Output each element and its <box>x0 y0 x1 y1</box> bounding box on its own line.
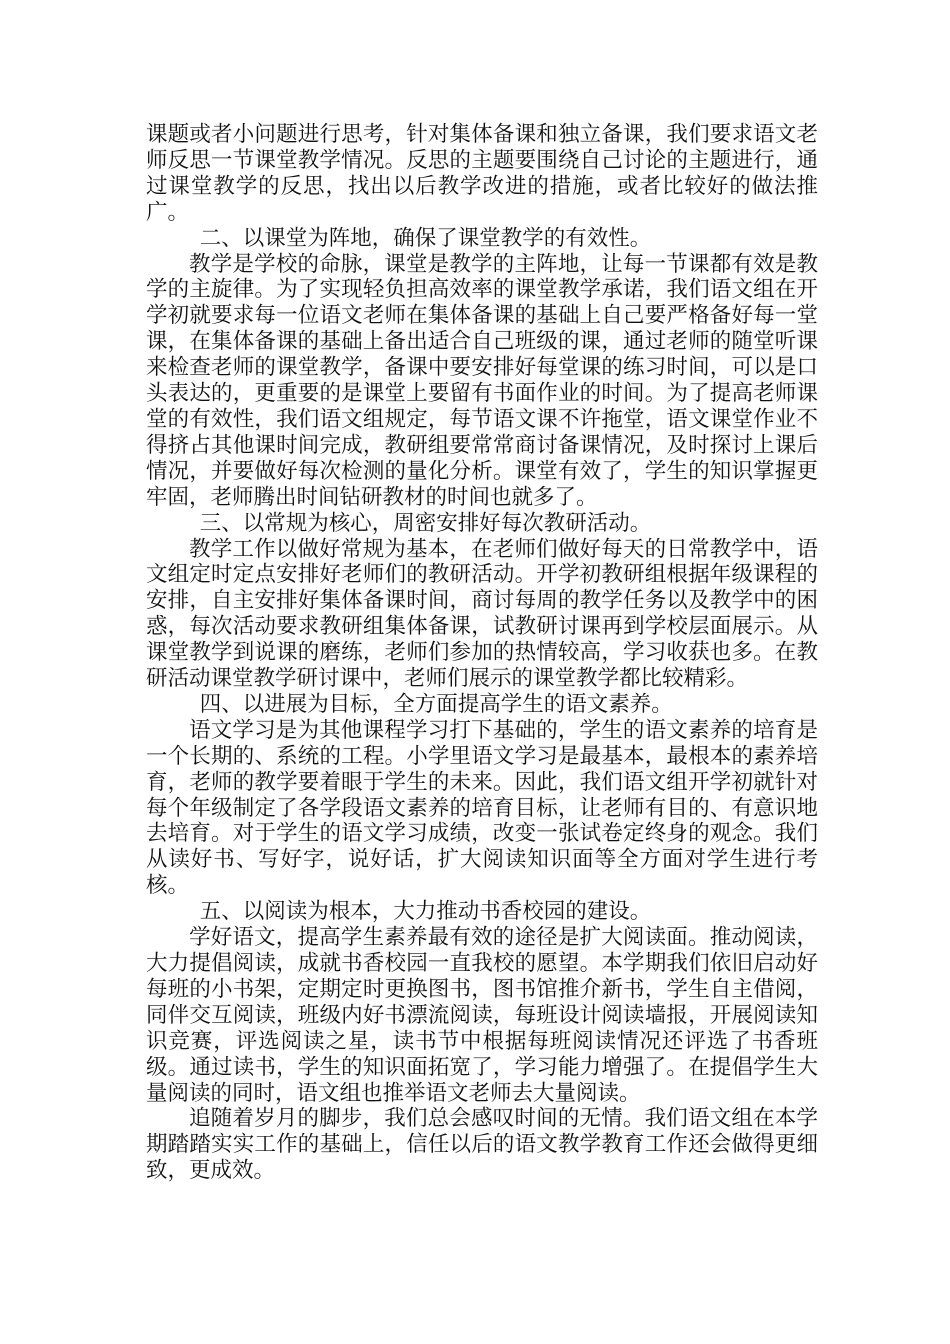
section-heading-4: 四、以进展为目标，全方面提高学生的语文素养。 <box>199 691 673 717</box>
paragraph-continued: 课题或者小问题进行思考，针对集体备课和独立备课，我们要求语文老师反思一节课堂教学情况。反思的主题要围绕自己讨论的主题进行，通过课堂教学的反思，找出以后教学改进的措施，或者比较好的做法推广。 <box>146 122 818 225</box>
paragraph-research-activities: 教学工作以做好常规为基本，在老师们做好每天的日常教学中，语文组定时定点安排好老师们的教研活动。开学初教研组根据年级课程的安排，自主安排好集体备课时间，商讨每周的教学任务以及教学中的困惑，每次活动要求教研组集体备课，试教研讨课再到学校层面展示。从课堂教学到说课的磨练，老师们参加的热情较高，学习收获也多。在教研活动课堂教学研讨课中，老师们展示的课堂教学都比较精彩。 <box>146 536 818 692</box>
section-heading-2: 二、以课堂为阵地，确保了课堂教学的有效性。 <box>199 225 652 251</box>
paragraph-reading: 学好语文，提高学生素养最有效的途径是扩大阅读面。推动阅读，大力提倡阅读，成就书香校园一直我校的愿望。本学期我们依旧启动好每班的小书架，定期定时更换图书，图书馆推介新书，学生自主借阅，同伴交互阅读，班级内好书漂流阅读，每班设计阅读墙报，开展阅读知识竞赛，评选阅读之星，读书节中根据每班阅读情况还评选了书香班级。通过读书，学生的知识面拓宽了，学习能力增强了。在提倡学生大量阅读的同时，语文组也推举语文老师去大量阅读。 <box>146 925 818 1106</box>
paragraph-classroom: 教学是学校的命脉，课堂是教学的主阵地，让每一节课都有效是教学的主旋律。为了实现轻负担高效率的课堂教学承诺，我们语文组在开学初就要求每一位语文老师在集体备课的基础上自己要严格备好每一堂课，在集体备课的基础上备出适合自己班级的课，通过老师的随堂听课来检查老师的课堂教学，备课中要安排好每堂课的练习时间，可以是口头表达的，更重要的是课堂上要留有书面作业的时间。为了提高老师课堂的有效性，我们语文组规定，每节语文课不许拖堂，语文课堂作业不得挤占其他课时间完成，教研组要常常商讨备课情况，及时探讨上课后情况，并要做好每次检测的量化分析。课堂有效了，学生的知识掌握更牢固，老师腾出时间钻研教材的时间也就多了。 <box>146 251 818 510</box>
section-heading-3: 三、以常规为核心，周密安排好每次教研活动。 <box>199 510 652 536</box>
document-body <box>146 122 818 1184</box>
paragraph-literacy: 语文学习是为其他课程学习打下基础的，学生的语文素养的培育是一个长期的、系统的工程。小学里语文学习是最基本，最根本的素养培育，老师的教学要着眼于学生的未来。因此，我们语文组开学初就针对每个年级制定了各学段语文素养的培育目标，让老师有目的、有意识地去培育。对于学生的语文学习成绩，改变一张试卷定终身的观念。我们从读好书、写好字，说好话，扩大阅读知识面等全方面对学生进行考核。 <box>146 717 818 899</box>
section-heading-5: 五、以阅读为根本，大力推动书香校园的建设。 <box>199 899 652 925</box>
paragraph-conclusion: 追随着岁月的脚步，我们总会感叹时间的无情。我们语文组在本学期踏踏实实工作的基础上，信任以后的语文教学教育工作还会做得更细致，更成效。 <box>146 1106 818 1184</box>
